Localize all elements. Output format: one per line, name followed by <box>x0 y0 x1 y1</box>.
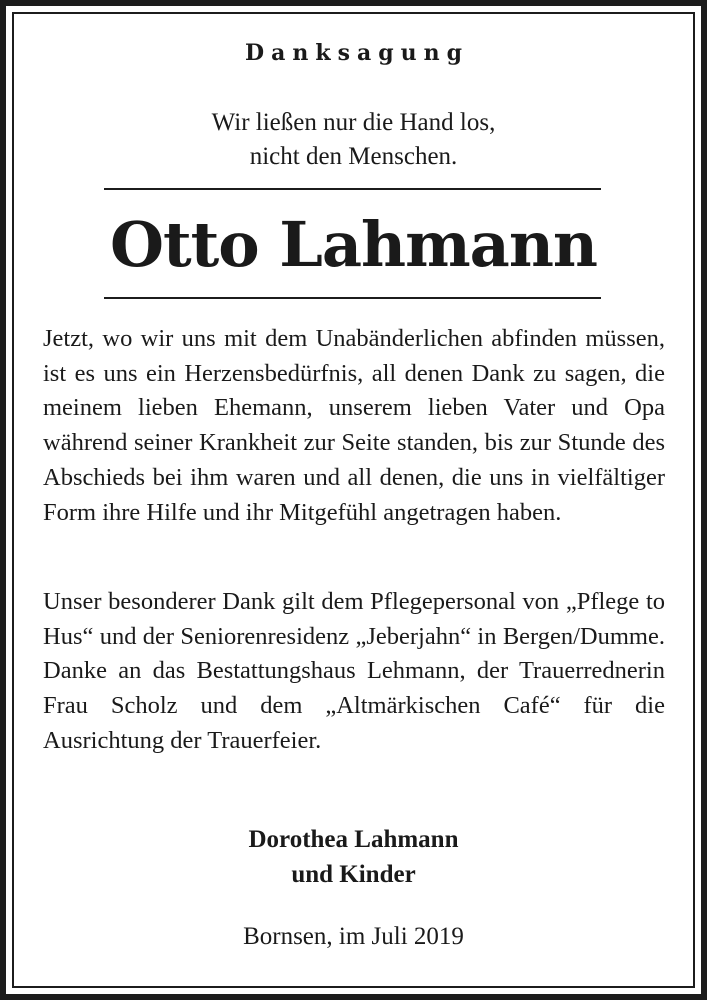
motto <box>0 106 707 174</box>
motto-line: Wir ließen nur die Hand los, <box>211 109 496 136</box>
divider-top <box>104 188 601 190</box>
motto-line: nicht den Menschen. <box>249 143 458 170</box>
thanks-paragraph-1: Jetzt, wo wir uns mit dem Unabänderlichen abfinden müssen, ist es uns ein Herzensbedürfnis, all denen Dank zu sagen, die meinem lieben Ehemann, unserem lieben Vater und Opa während seiner Krankheit zur Seite standen, bis zur Stunde des Abschieds bei ihm waren und all denen, die uns in vielfältiger Form ihre Hilfe und ihr Mitgefühl angetragen haben. <box>43 325 665 526</box>
thanks-paragraph-2: Unser besonderer Dank gilt dem Pflegepersonal von „Pflege to Hus“ und der Seniorenresidenz „Jeberjahn“ in Bergen/Dumme. Danke an das Bestattungshaus Lehmann, der Trauerrednerin Frau Scholz und dem „Altmärkischen Café“ für die Ausrichtung der Trauerfeier. <box>43 588 665 754</box>
signature-line: Dorothea Lahmann <box>248 826 459 853</box>
place-and-date: Bornsen, im Juli 2019 <box>243 923 464 950</box>
signature <box>0 822 707 892</box>
signature-line: und Kinder <box>291 861 416 888</box>
notice-heading: Danksagung <box>245 40 469 66</box>
deceased-name: Otto Lahmann <box>110 208 597 281</box>
divider-bottom <box>104 297 601 299</box>
